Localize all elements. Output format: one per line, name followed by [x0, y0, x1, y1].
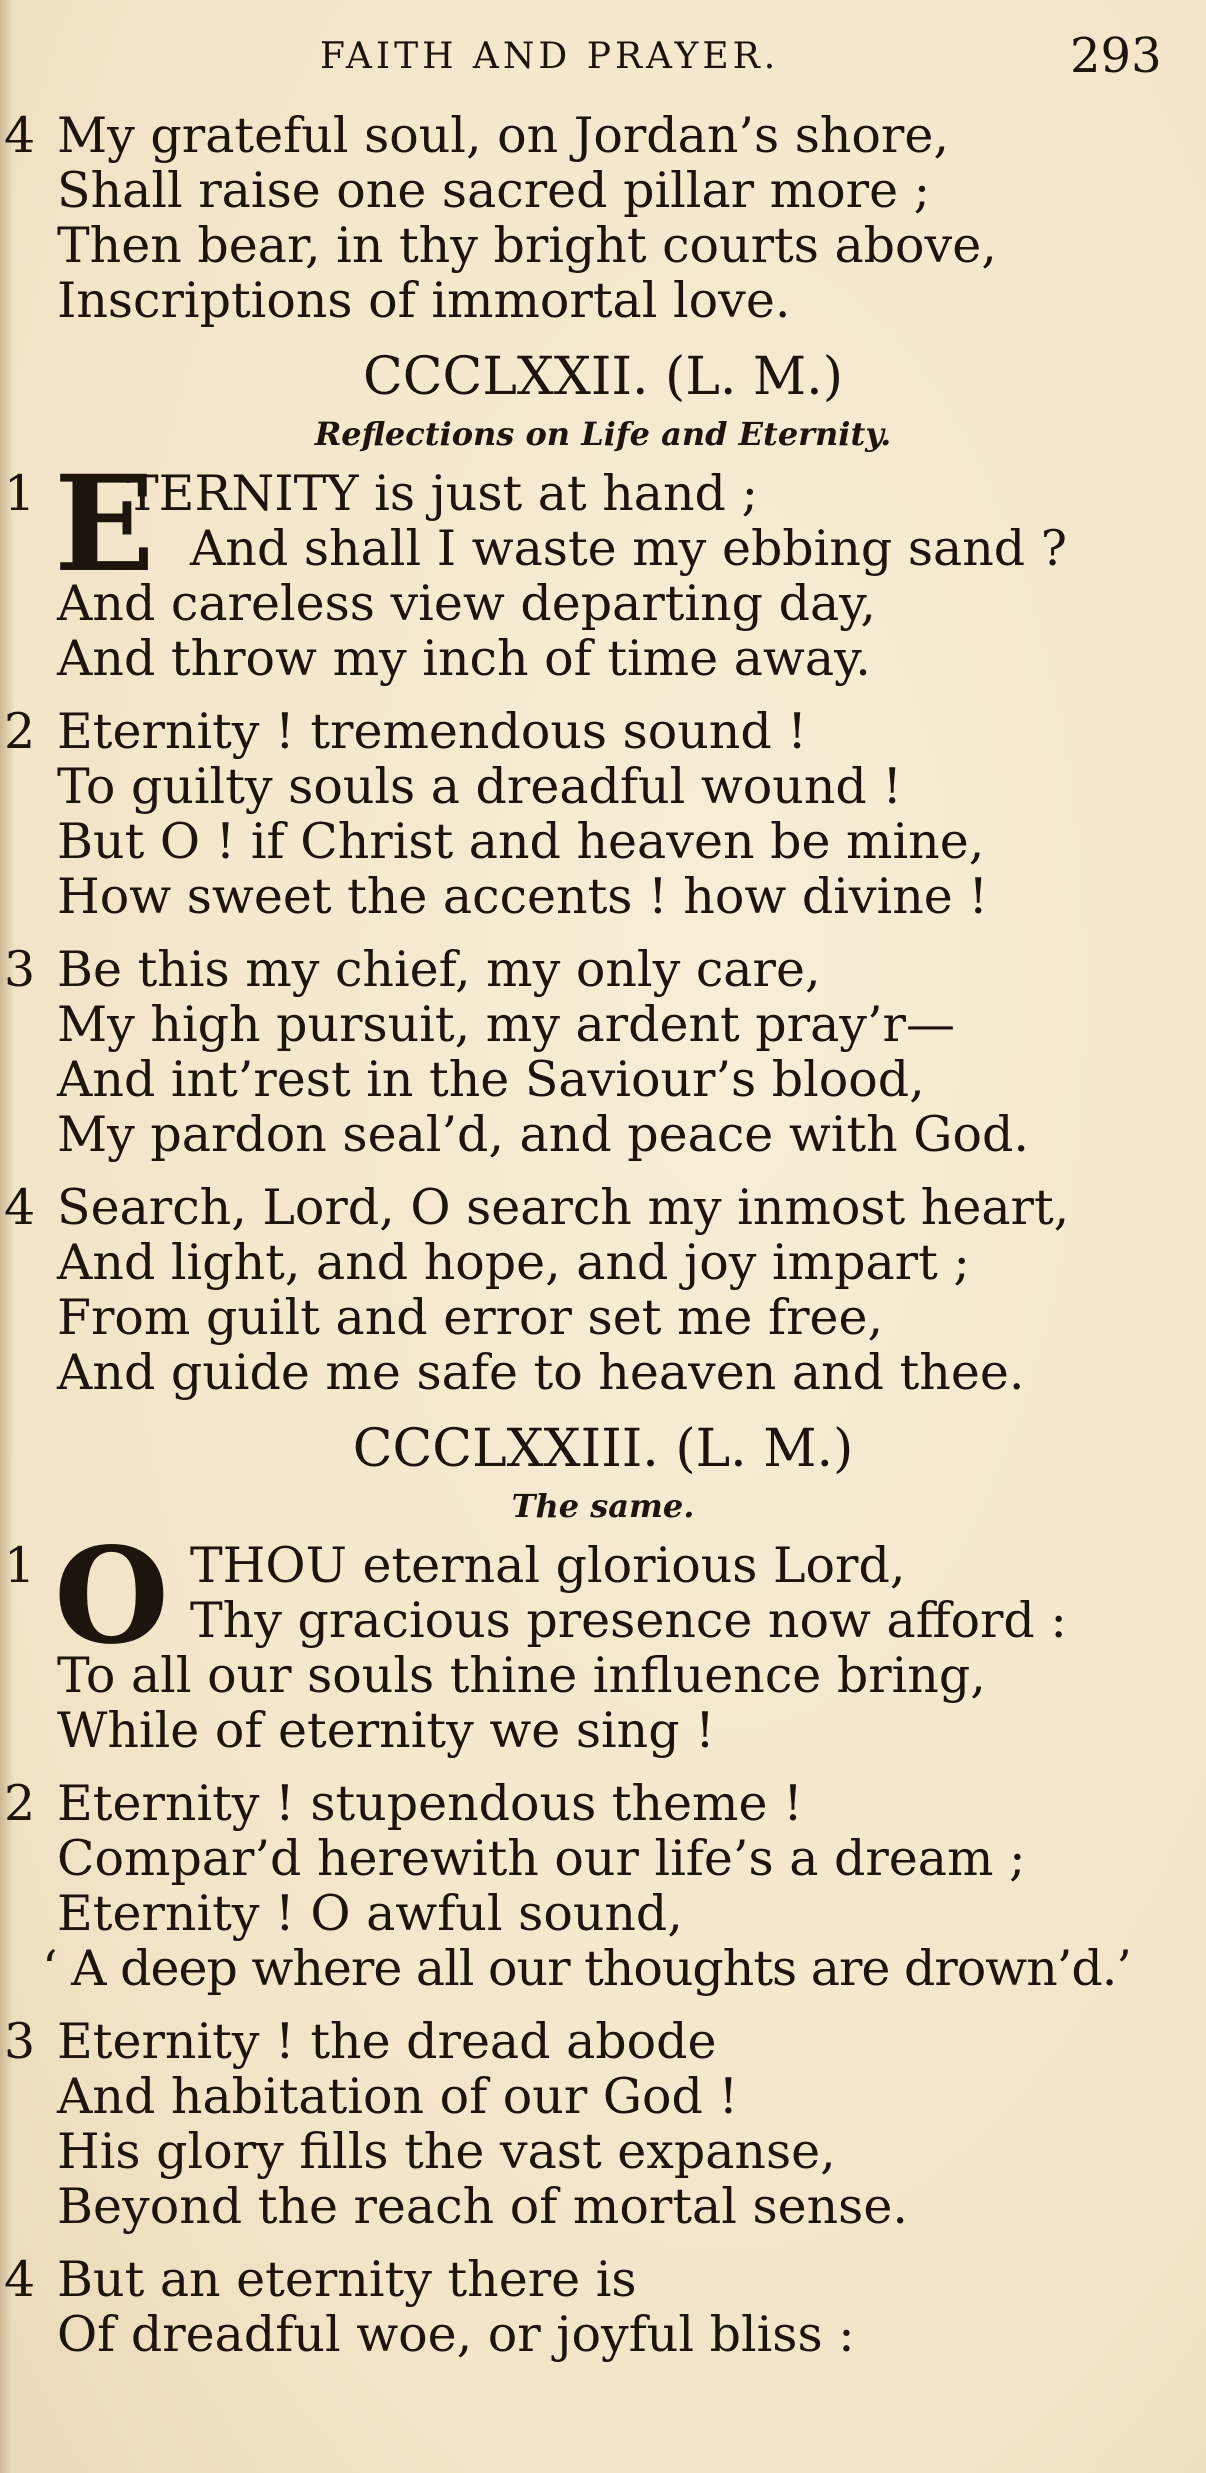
verse-line: Eternity ! tremendous sound !: [57, 703, 808, 760]
hymn-subtitle: The same.: [511, 1487, 695, 1525]
verse-number: 3: [4, 941, 36, 998]
verse-line: And guide me safe to heaven and thee.: [57, 1344, 1025, 1401]
verse-number: 4: [4, 107, 36, 164]
verse-line: And shall I waste my ebbing sand ?: [190, 520, 1067, 577]
verse-line: Compar’d herewith our life’s a dream ;: [57, 1830, 1026, 1887]
verse-line: Eternity ! the dread abode: [57, 2013, 717, 2070]
verse-line: Inscriptions of immortal love.: [57, 272, 791, 329]
verse-line: And habitation of our God !: [57, 2068, 739, 2125]
verse-line: But O ! if Christ and heaven be mine,: [57, 813, 985, 870]
stanza-373-1: [0, 1519, 1206, 1759]
hymn-subtitle: Reflections on Life and Eternity.: [314, 415, 892, 453]
page-header: [0, 26, 1206, 86]
running-title: FAITH AND PRAYER.: [320, 36, 780, 77]
verse-line: Thy gracious presence now afford :: [190, 1592, 1067, 1649]
verse-number: 3: [4, 2013, 36, 2070]
hymn-title: CCCLXXII. (L. M.): [362, 347, 843, 407]
verse-line: And light, and hope, and joy impart ;: [57, 1234, 970, 1291]
verse-line: My grateful soul, on Jordan’s shore,: [57, 107, 949, 164]
stanza-373-4: [0, 2252, 1206, 2362]
verse-line: And int’rest in the Saviour’s blood,: [57, 1051, 925, 1108]
verse-number: 4: [4, 1179, 36, 1236]
verse-number: 1: [4, 465, 36, 522]
verse-number: 2: [4, 1775, 36, 1832]
verse-line: My high pursuit, my ardent pray’r—: [57, 996, 955, 1053]
verse-line: His glory fills the vast expanse,: [57, 2123, 836, 2180]
drop-cap: O: [54, 1519, 169, 1674]
verse-line: To guilty souls a dreadful wound !: [57, 758, 903, 815]
verse-line: And careless view departing day,: [57, 575, 876, 632]
stanza-prev-4: [0, 108, 1206, 328]
verse-number: 1: [4, 1537, 36, 1594]
verse-line: Shall raise one sacred pillar more ;: [57, 162, 931, 219]
verse-line: To all our souls thine influence bring,: [57, 1647, 986, 1704]
verse-line: But an eternity there is: [57, 2251, 637, 2308]
verse-number: 2: [4, 703, 36, 760]
hymn-title: CCCLXXIII. (L. M.): [352, 1419, 854, 1479]
verse-number: 4: [4, 2251, 36, 2308]
verse-line: Eternity ! stupendous theme !: [57, 1775, 803, 1832]
verse-line: Then bear, in thy bright courts above,: [57, 217, 997, 274]
verse-line: TERNITY is just at hand ;: [126, 465, 758, 522]
verse-line: Search, Lord, O search my inmost heart,: [57, 1179, 1070, 1236]
stanza-373-2: [0, 1776, 1206, 1996]
stanza-372-3: [0, 942, 1206, 1162]
verse-line: Of dreadful woe, or joyful bliss :: [57, 2306, 855, 2363]
stanza-372-1: [0, 447, 1206, 687]
verse-line: And throw my inch of time away.: [57, 630, 871, 687]
drop-cap: E: [54, 447, 155, 602]
verse-line: While of eternity we sing !: [57, 1702, 715, 1759]
stanza-373-3: [0, 2014, 1206, 2234]
verse-line: Eternity ! O awful sound,: [57, 1885, 683, 1942]
stanza-372-4: [0, 1180, 1206, 1400]
page-content: [0, 108, 1206, 2380]
page-number: 293: [1070, 28, 1162, 84]
stanza-372-2: [0, 704, 1206, 924]
verse-line: From guilt and error set me free,: [57, 1289, 884, 1346]
verse-line: How sweet the accents ! how divine !: [57, 868, 989, 925]
verse-line: Be this my chief, my only care,: [57, 941, 821, 998]
verse-line: My pardon seal’d, and peace with God.: [57, 1106, 1029, 1163]
verse-line: ‘ A deep where all our thoughts are drown’d.’: [42, 1940, 1131, 1997]
verse-line: THOU eternal glorious Lord,: [190, 1537, 906, 1594]
verse-line: Beyond the reach of mortal sense.: [57, 2178, 908, 2235]
